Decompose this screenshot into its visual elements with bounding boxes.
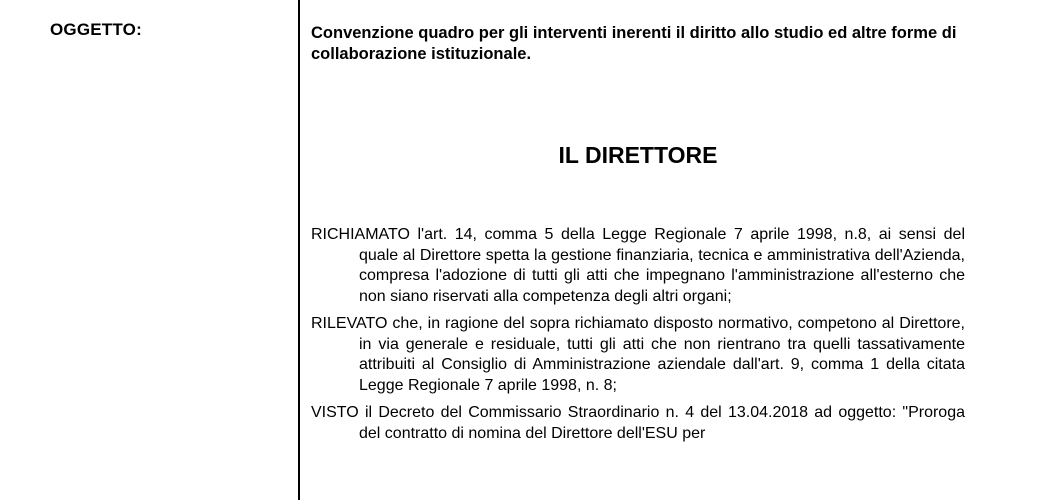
- paragraph-text: l'art. 14, comma 5 della Legge Regionale 7 aprile 1998, n.8, ai sensi del quale al Direttore spetta la gestione finanziaria, tecnica e amministrativa dell'Azienda, compresa l'adozione di tutti gli atti che impegnano l'amministrazione all'esterno che non siano riservati alla competenza degli altri organi;: [359, 226, 965, 305]
- subject-label: OGGETTO:: [50, 20, 142, 39]
- paragraph-keyword: RILEVATO: [311, 315, 388, 332]
- paragraph-keyword: VISTO: [311, 404, 359, 421]
- paragraph-visto: [311, 403, 965, 444]
- paragraph-keyword: RICHIAMATO: [311, 226, 410, 243]
- paragraph-text: il Decreto del Commissario Straordinario n. 4 del 13.04.2018 ad oggetto: "Proroga del contratto di nomina del Direttore dell'ESU per: [358, 404, 965, 442]
- document-body: [311, 225, 965, 444]
- paragraph-text: che, in ragione del sopra richiamato disposto normativo, competono al Direttore, in via generale e residuale, tutti gli atti che non rientrano tra quelli tassativamente attribuiti al Consiglio di Amministrazione aziendale dall'art. 9, comma 1 della citata Legge Regionale 7 aprile 1998, n. 8;: [359, 315, 965, 394]
- subject-text: Convenzione quadro per gli interventi inerenti il diritto allo studio ed altre forme di collaborazione istituzionale.: [311, 24, 957, 63]
- document-title: IL DIRETTORE: [558, 142, 718, 168]
- paragraph-rilevato: [311, 314, 965, 396]
- paragraph-richiamato: [311, 225, 965, 307]
- column-divider: [298, 0, 300, 500]
